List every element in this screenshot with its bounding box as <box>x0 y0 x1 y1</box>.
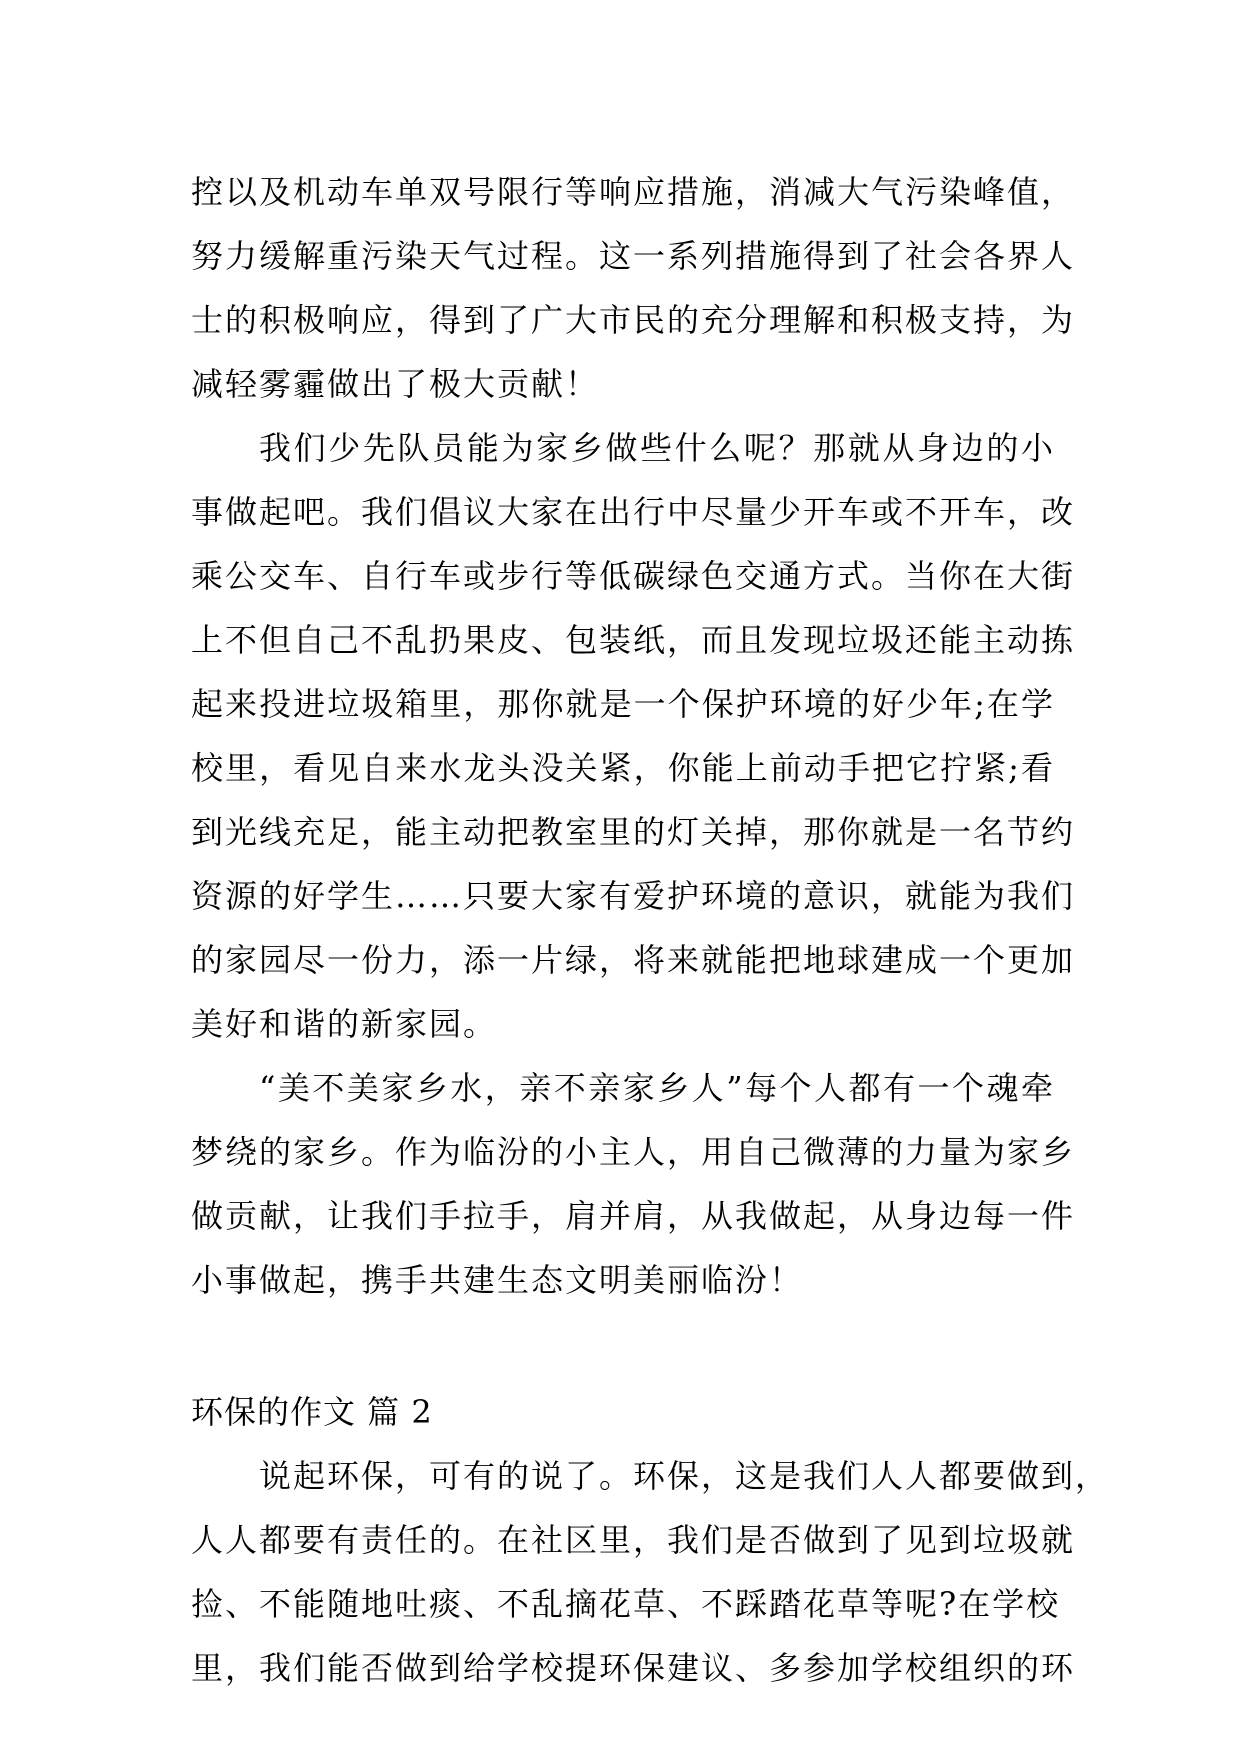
text-line: 校里，看见自来水龙头没关紧，你能上前动手把它拧紧;看 <box>191 749 1055 787</box>
text-line: 小事做起，携手共建生态文明美丽临汾！ <box>191 1261 804 1299</box>
text-line: 我们少先队员能为家乡做些什么呢？那就从身边的小 <box>259 429 1055 467</box>
text-line: 里，我们能否做到给学校提环保建议、多参加学校组织的环 <box>191 1649 1076 1687</box>
text-line: 的家园尽一份力，添一片绿，将来就能把地球建成一个更加 <box>191 941 1076 979</box>
text-line: “美不美家乡水，亲不亲家乡人”每个人都有一个魂牵 <box>259 1069 1055 1107</box>
text-line: 到光线充足，能主动把教室里的灯关掉，那你就是一名节约 <box>191 813 1076 851</box>
text-line: 事做起吧。我们倡议大家在出行中尽量少开车或不开车，改 <box>191 493 1076 531</box>
text-line: 人人都要有责任的。在社区里，我们是否做到了见到垃圾就 <box>191 1521 1076 1559</box>
section-heading: 环保的作文 篇 2 <box>191 1393 433 1431</box>
paragraph-3 <box>191 1056 1076 1312</box>
document-body <box>191 160 1110 1700</box>
text-line: 捡、不能随地吐痰、不乱摘花草、不踩踏花草等呢?在学校 <box>191 1585 1061 1623</box>
text-line: 起来投进垃圾箱里，那你就是一个保护环境的好少年;在学 <box>191 685 1055 723</box>
text-line: 做贡献，让我们手拉手，肩并肩，从我做起，从身边每一件 <box>191 1197 1076 1235</box>
text-line: 梦绕的家乡。作为临汾的小主人，用自己微薄的力量为家乡 <box>191 1133 1076 1171</box>
paragraph-4 <box>191 1444 1110 1700</box>
text-line: 减轻雾霾做出了极大贡献！ <box>191 365 600 403</box>
paragraph-1 <box>191 160 1076 416</box>
text-line: 控以及机动车单双号限行等响应措施，消减大气污染峰值， <box>191 173 1076 211</box>
paragraph-2 <box>191 416 1076 1056</box>
text-line: 说起环保，可有的说了。环保，这是我们人人都要做到， <box>259 1457 1110 1495</box>
text-line: 上不但自己不乱扔果皮、包装纸，而且发现垃圾还能主动拣 <box>191 621 1076 659</box>
text-line: 士的积极响应，得到了广大市民的充分理解和积极支持，为 <box>191 301 1076 339</box>
text-line: 乘公交车、自行车或步行等低碳绿色交通方式。当你在大街 <box>191 557 1076 595</box>
text-line: 资源的好学生……只要大家有爱护环境的意识，就能为我们 <box>191 877 1076 915</box>
text-line: 美好和谐的新家园。 <box>191 1005 498 1043</box>
section-gap <box>191 1312 1055 1380</box>
text-line: 努力缓解重污染天气过程。这一系列措施得到了社会各界人 <box>191 237 1076 275</box>
